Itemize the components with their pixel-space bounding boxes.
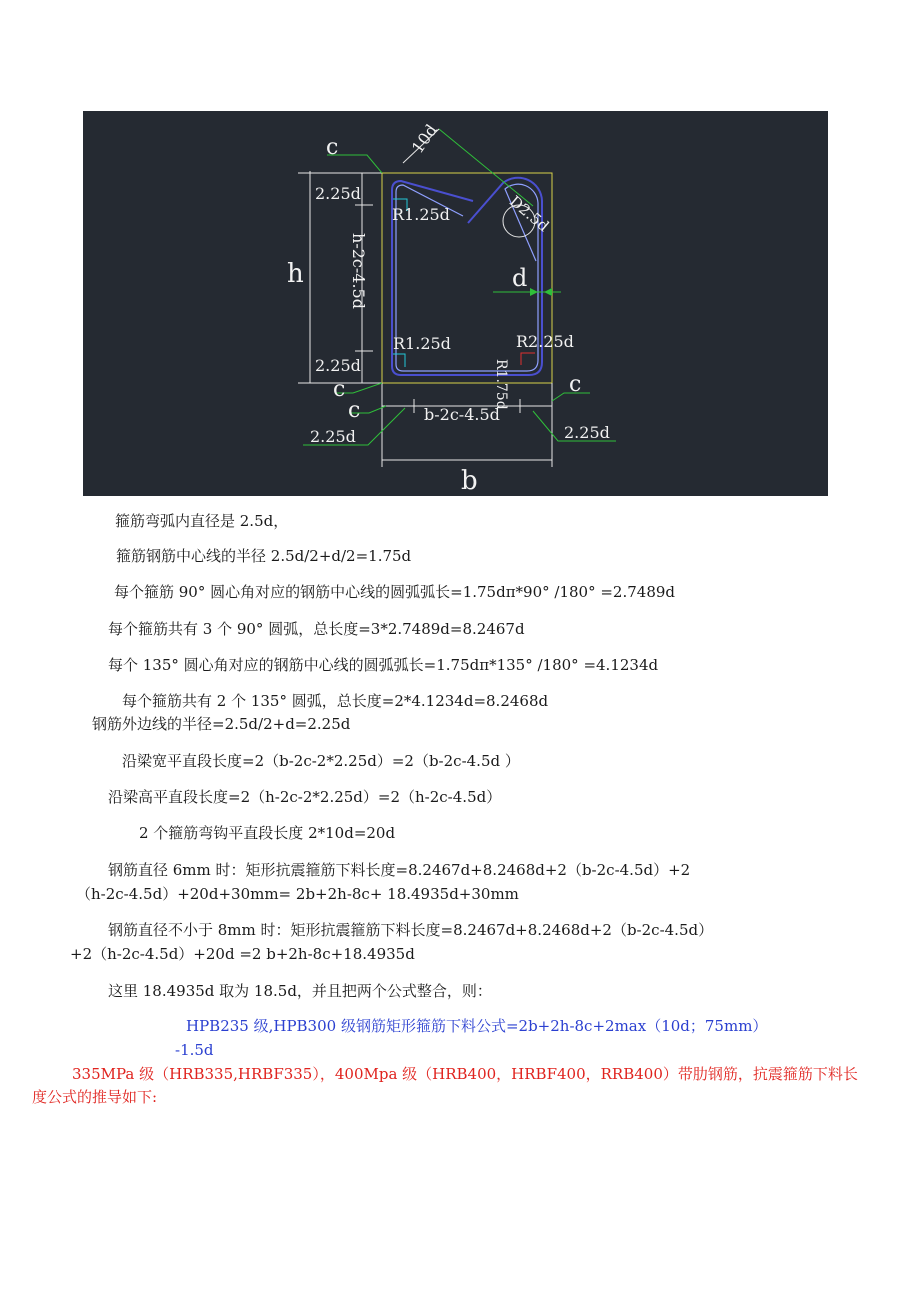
label-225d-right: 2.25d	[564, 423, 610, 442]
text-line-8: 沿梁宽平直段长度=2（b-2c-2*2.25d）=2（b-2c-4.5d ）	[122, 752, 520, 770]
corner-mark-bottom-right	[521, 353, 535, 365]
label-c-top: c	[326, 135, 339, 160]
label-225d-left: 2.25d	[310, 427, 356, 446]
label-h: h	[287, 259, 304, 289]
text-line-10: 2 个箍筋弯钩平直段长度 2*10d=20d	[139, 824, 396, 842]
label-c-right: c	[569, 372, 582, 397]
label-r175: R1.75d	[493, 359, 509, 410]
text-line-3: 每个箍筋 90° 圆心角对应的钢筋中心线的圆弧弧长=1.75dπ*90° /180° =2.7489d	[114, 583, 676, 601]
text-line-5: 每个 135° 圆心角对应的钢筋中心线的圆弧弧长=1.75dπ*135° /180° =4.1234d	[108, 656, 659, 674]
label-r125-bottom: R1.25d	[393, 334, 451, 353]
stirrup-diagram	[83, 111, 828, 496]
text-line-15: 这里 18.4935d 取为 18.5d，并且把两个公式整合，则：	[108, 982, 492, 1000]
ribbed-bar-heading-line-2: 度公式的推导如下:	[32, 1088, 158, 1106]
text-line-14: +2（h-2c-4.5d）+20d =2 b+2h-8c+18.4935d	[70, 945, 415, 963]
text-line-12: （h-2c-4.5d）+20d+30mm= 2b+2h-8c+ 18.4935d+30mm	[76, 885, 519, 903]
label-d: d	[512, 264, 528, 292]
label-225d-bottom: 2.25d	[315, 356, 361, 375]
text-line-1: 箍筋弯弧内直径是 2.5d，	[115, 512, 289, 530]
corner-mark-bottom-left	[393, 354, 405, 367]
label-225d-top: 2.25d	[315, 184, 361, 203]
label-c-left-mid: c	[348, 398, 361, 423]
text-line-4: 每个箍筋共有 3 个 90° 圆弧，总长度=3*2.7489d=8.2467d	[108, 620, 525, 638]
label-c-left-low: c	[333, 377, 346, 402]
label-10d: 10d	[407, 120, 442, 157]
stirrup-drawing	[83, 111, 828, 496]
label-h-2c-45d: h-2c-4.5d	[349, 233, 368, 309]
label-d25: D2.5d	[506, 192, 553, 236]
text-line-11: 钢筋直径 6mm 时：矩形抗震箍筋下料长度=8.2467d+8.2468d+2（b-2c-4.5d）+2	[108, 861, 691, 879]
d-arrow-left	[530, 288, 538, 296]
text-line-2: 箍筋钢筋中心线的半径 2.5d/2+d/2=1.75d	[116, 547, 412, 565]
text-line-13: 钢筋直径不小于 8mm 时：矩形抗震箍筋下料长度=8.2467d+8.2468d+2（b-2c-4.5d）	[108, 921, 714, 939]
label-r225: R2.25d	[516, 332, 574, 351]
label-b-2c-45d: b-2c-4.5d	[424, 405, 500, 424]
text-line-7: 钢筋外边线的半径=2.5d/2+d=2.25d	[92, 715, 351, 733]
d-arrow-right	[544, 288, 552, 296]
label-b: b	[461, 466, 478, 496]
ribbed-bar-heading-line-1: 335MPa 级（HRB335,HRBF335），400Mpa 级（HRB400，HRBF400，RRB400）带肋钢筋，抗震箍筋下料长	[72, 1065, 858, 1083]
label-r125-top: R1.25d	[392, 205, 450, 224]
text-line-6: 每个箍筋共有 2 个 135° 圆弧，总长度=2*4.1234d=8.2468d	[122, 692, 549, 710]
formula-hpb-line-1: HPB235 级,HPB300 级钢筋矩形箍筋下料公式=2b+2h-8c+2max（10d；75mm）	[186, 1017, 768, 1035]
formula-hpb-line-2: -1.5d	[175, 1041, 214, 1059]
text-line-9: 沿梁高平直段长度=2（h-2c-2*2.25d）=2（h-2c-4.5d）	[108, 788, 502, 806]
